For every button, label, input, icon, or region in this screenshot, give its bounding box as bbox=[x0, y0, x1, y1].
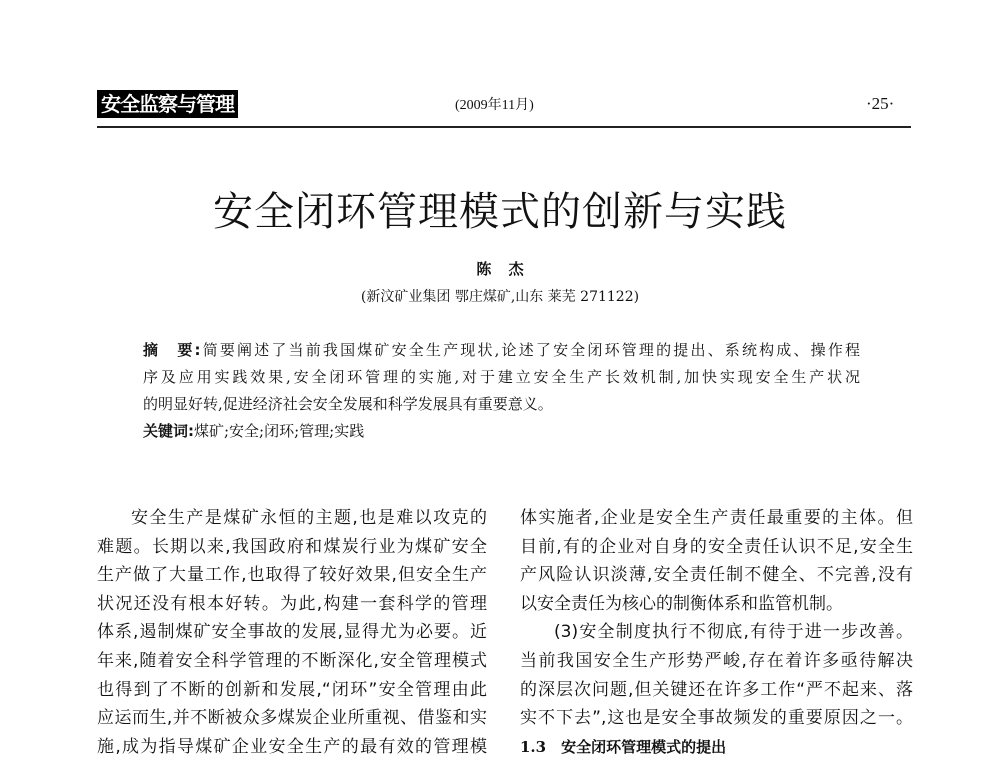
body-line: 生产做了大量工作,也取得了较好效果,但安全生产 bbox=[97, 565, 487, 586]
author: 陈 杰 bbox=[476, 260, 524, 278]
body-line: 产风险认识淡薄,安全责任制不健全、不完善,没有 bbox=[520, 565, 913, 586]
section-heading: 1.3 安全闭环管理模式的提出 bbox=[520, 737, 727, 756]
abstract-label: 摘 要: bbox=[143, 341, 201, 359]
abstract-line: 摘 要:简要阐述了当前我国煤矿安全生产现状,论述了安全闭环管理的提出、系统构成、操作程 bbox=[143, 341, 860, 359]
abstract-line: 的明显好转,促进经济社会安全发展和科学发展具有重要意义。 bbox=[143, 395, 553, 413]
paper-title: 安全闭环管理模式的创新与实践 bbox=[213, 189, 787, 235]
abstract bbox=[143, 337, 860, 445]
body-line: 当前我国安全生产形势严峻,存在着许多亟待解决 bbox=[520, 650, 913, 671]
keywords bbox=[143, 418, 860, 445]
page-number: ·25· bbox=[866, 94, 895, 113]
journal-name-badge: 安全监察与管理 bbox=[97, 90, 238, 118]
body-line: 以安全责任为核心的制衡体系和监管机制。 bbox=[520, 593, 843, 614]
body-line: 施,成为指导煤矿企业安全生产的最有效的管理模 bbox=[97, 736, 487, 757]
abstract-line: 序及应用实践效果,安全闭环管理的实施,对于建立安全生产长效机制,加快实现安全生产状况 bbox=[143, 368, 860, 386]
body-line: 安全生产是煤矿永恒的主题,也是难以攻克的 bbox=[131, 508, 487, 528]
keywords-label: 关键词: bbox=[143, 422, 194, 440]
issue-date: (2009年11月) bbox=[455, 98, 534, 113]
body-line: 的深层次问题,但关键还在许多工作“严不起来、落 bbox=[520, 679, 913, 700]
body-line: 目前,有的企业对自身的安全责任认识不足,安全生 bbox=[520, 536, 913, 557]
body-column-left bbox=[97, 504, 487, 761]
affiliation: (新汶矿业集团 鄂庄煤矿,山东 莱芜 271122) bbox=[360, 289, 640, 305]
body-line: 应运而生,并不断被众多煤炭企业所重视、借鉴和实 bbox=[97, 708, 487, 729]
body-line: 年来,随着安全科学管理的不断深化,安全管理模式 bbox=[97, 650, 487, 671]
body-line: 体系,遏制煤矿安全事故的发展,显得尤为必要。近 bbox=[97, 622, 487, 643]
body-column-right bbox=[520, 504, 913, 761]
body-line: 体实施者,企业是安全生产责任最重要的主体。但 bbox=[520, 508, 913, 528]
header-rule bbox=[97, 126, 911, 128]
body-line: (3)安全制度执行不彻底,有待于进一步改善。 bbox=[554, 622, 913, 643]
body-line: 状况还没有根本好转。为此,构建一套科学的管理 bbox=[97, 593, 487, 614]
body-line: 难题。长期以来,我国政府和煤炭行业为煤矿安全 bbox=[97, 536, 487, 557]
body-line: 实不下去”,这也是安全事故频发的重要原因之一。 bbox=[520, 708, 913, 729]
keywords-text: 煤矿;安全;闭环;管理;实践 bbox=[194, 422, 365, 440]
body-line: 也得到了不断的创新和发展,“闭环”安全管理由此 bbox=[97, 679, 487, 700]
